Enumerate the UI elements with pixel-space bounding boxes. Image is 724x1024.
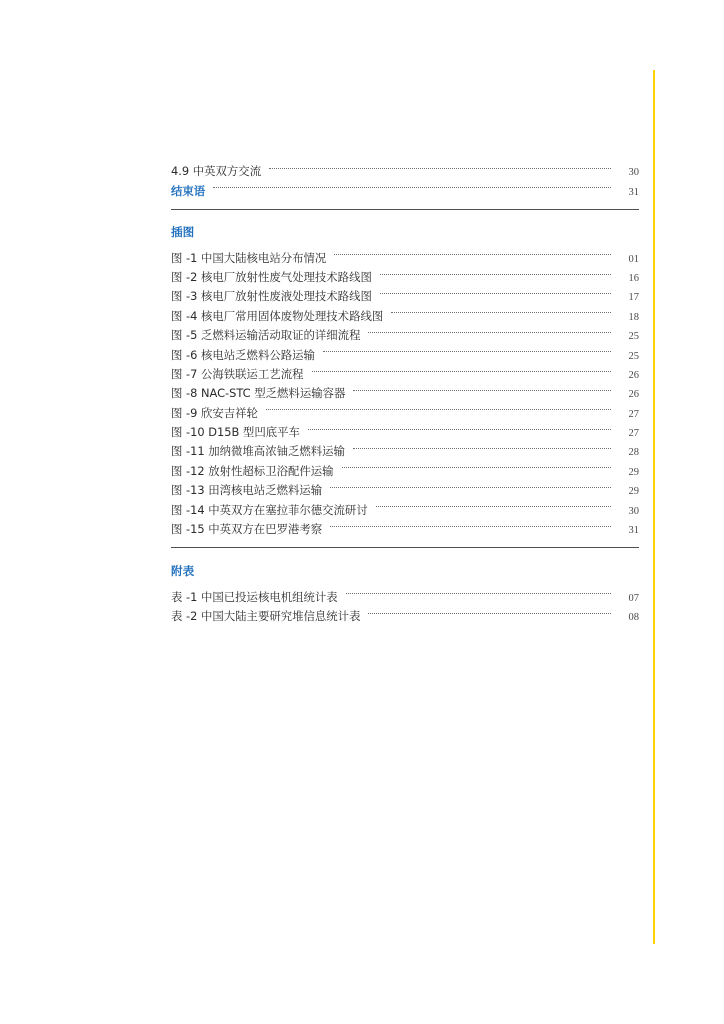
figure-entry-title: 图 -1 中国大陆核电站分布情况 [171,250,327,265]
figure-entry[interactable] [171,242,639,265]
dot-leader [330,475,611,494]
figure-entry-page-number: 16 [628,272,639,284]
dot-leader [330,514,611,533]
dot-leader [312,359,611,378]
figure-entry-page-number: 25 [628,350,639,362]
figure-entry-page-number: 27 [628,428,639,440]
tables-list [171,581,639,624]
figure-entry-title: 图 -2 核电厂放射性废气处理技术路线图 [171,269,372,284]
figure-entry-title: 图 -11 加纳微堆高浓铀乏燃料运输 [171,444,345,459]
dot-leader [368,320,611,339]
dot-leader [368,601,611,620]
dot-leader [266,397,611,416]
toc-entry-title: 4.9 中英双方交流 [171,164,262,179]
figure-entry-page-number: 17 [628,292,639,304]
figures-section [171,223,639,537]
figure-entry-title: 图 -5 乏燃料运输活动取证的详细流程 [171,328,361,343]
figure-entry-page-number: 26 [628,369,639,381]
toc-entry-title: 结束语 [171,183,206,198]
tables-heading: 附表 [171,564,195,579]
figures-list [171,242,639,537]
figure-entry-title: 图 -9 欣安吉祥轮 [171,405,258,420]
toc-entry-page-number: 31 [628,186,639,198]
figure-entry-page-number: 29 [628,466,639,478]
toc-entry-page-number: 30 [628,167,639,179]
figure-entry-page-number: 28 [628,447,639,459]
figures-heading: 插图 [171,224,195,239]
figure-entry-page-number: 29 [628,486,639,498]
yellow-accent-line [653,70,655,944]
figure-entry-title: 图 -14 中英双方在塞拉菲尔德交流研讨 [171,502,368,517]
dot-leader [308,417,611,436]
section-divider [171,547,639,548]
figure-entry-page-number: 26 [628,389,639,401]
section-divider [171,209,639,210]
dot-leader [376,494,611,513]
figure-entry-title: 图 -8 NAC-STC 型乏燃料运输容器 [171,386,346,401]
table-of-contents [171,156,639,624]
dot-leader [323,339,611,358]
figure-entry-page-number: 31 [628,525,639,537]
dot-leader [213,175,611,194]
figure-entry-title: 图 -12 放射性超标卫浴配件运输 [171,463,334,478]
dot-leader [269,156,611,175]
dot-leader [380,281,611,300]
toc-top-section [171,156,639,198]
figure-entry-title: 图 -7 公海铁联运工艺流程 [171,366,304,381]
dot-leader [334,242,611,261]
table-entry-page-number: 08 [628,612,639,624]
figure-entry-page-number: 30 [628,505,639,517]
toc-entry[interactable] [171,156,639,179]
dot-leader [342,455,611,474]
figure-entry-title: 图 -15 中英双方在巴罗港考察 [171,522,323,537]
table-entry-page-number: 07 [628,592,639,604]
figure-entry-title: 图 -6 核电站乏燃料公路运输 [171,347,315,362]
dot-leader [380,262,611,281]
dot-leader [353,378,611,397]
figure-entry-page-number: 25 [628,331,639,343]
figure-entry-title: 图 -4 核电厂常用固体废物处理技术路线图 [171,308,384,323]
table-entry-title: 表 -2 中国大陆主要研究堆信息统计表 [171,609,361,624]
dot-leader [391,300,611,319]
figure-entry-page-number: 27 [628,408,639,420]
figure-entry-title: 图 -13 田湾核电站乏燃料运输 [171,483,323,498]
figure-entry-page-number: 01 [628,253,639,265]
toc-entry[interactable] [171,175,639,198]
figure-entry-title: 图 -10 D15B 型凹底平车 [171,425,300,440]
dot-leader [353,436,611,455]
tables-section [171,562,639,624]
figure-entry-page-number: 18 [628,311,639,323]
table-entry[interactable] [171,581,639,604]
dot-leader [346,581,611,600]
table-entry-title: 表 -1 中国已投运核电机组统计表 [171,589,338,604]
figure-entry-title: 图 -3 核电厂放射性废液处理技术路线图 [171,289,372,304]
